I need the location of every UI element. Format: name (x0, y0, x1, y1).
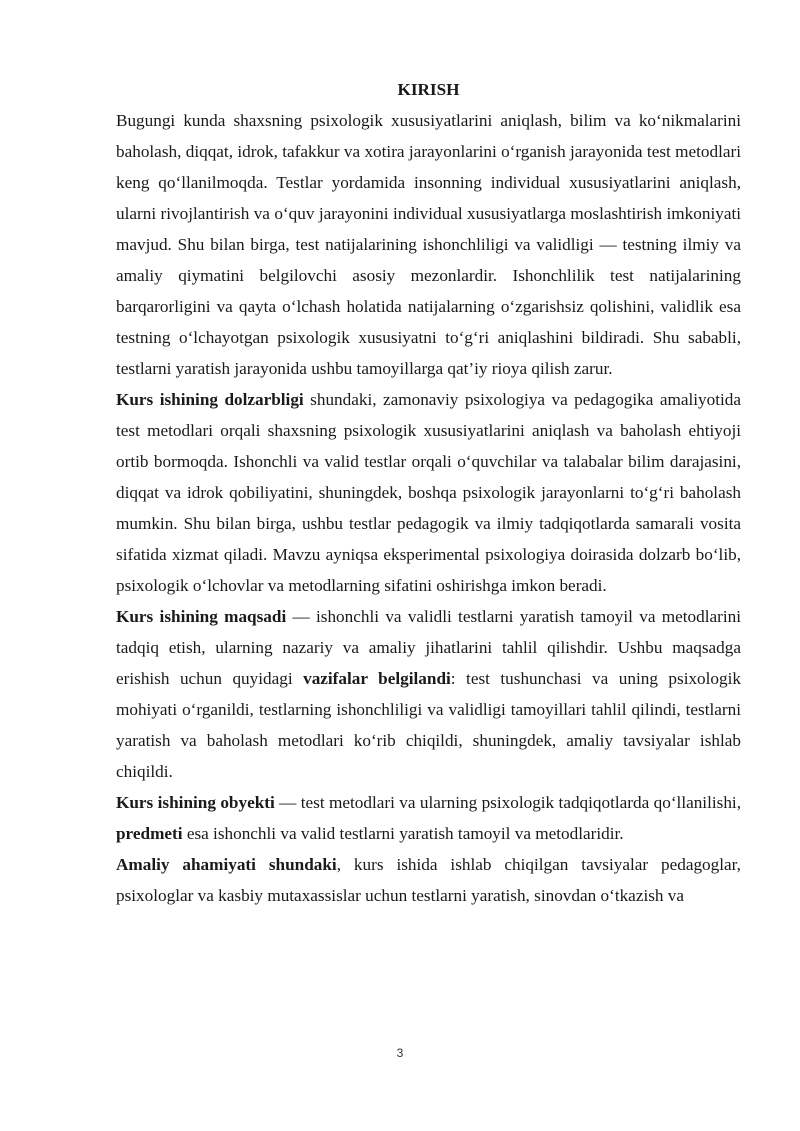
paragraph-text: Bugungi kunda shaxsning psixologik xususiyatlarini aniqlash, bilim va ko‘nikmalarini baholash, diqqat, idrok, tafakkur va xotira jarayonlarini o‘rganish jarayonida test metodlari keng qo‘llanilmoqda. Testlar yordamida insonning individual xususiyatlarini aniqlash, ularni rivojlantirish va o‘quv jarayonini individual xususiyatlarga moslashtirish imkoniyati mavjud. Shu bilan birga, test natijalarining ishonchliligi va validligi — testning ilmiy va amaliy qiymatini belgilovchi asosiy mezonlardir. Ishonchlilik test natijalarining barqarorligini va qayta o‘lchash holatida natijalarning o‘zgarishsiz qolishini, validlik esa testning o‘lchayotgan psixologik xususiyatni to‘g‘ri aniqlashini bildiradi. Shu sababli, testlarni yaratish jarayonida ushbu tamoyillarga qat’iy rioya qilish zarur. (116, 111, 741, 378)
page-content (116, 74, 741, 911)
paragraph-relevance (116, 384, 741, 601)
paragraph-lead: Kurs ishining maqsadi (116, 607, 287, 626)
paragraph-lead: Amaliy ahamiyati shundaki (116, 855, 337, 874)
section-title: KIRISH (397, 80, 460, 99)
paragraph-lead: Kurs ishining obyekti (116, 793, 275, 812)
paragraph-text: — test metodlari va ularning psixologik tadqiqotlarda qo‘llanilishi, (274, 793, 741, 812)
paragraph-text: esa ishonchli va valid testlarni yaratish tamoyil va metodlaridir. (182, 824, 624, 843)
paragraph-text: : test tushunchasi va uning psixologik mohiyati o‘rganildi, testlarning ishonchliligi va validligi tamoyillari tahlil qilindi, testlarni yaratish va baholash metodlari ko‘rib chiqildi, shuningdek, amaliy tavsiyalar ishlab chiqildi. (116, 669, 741, 781)
paragraph-emphasis: predmeti (116, 824, 183, 843)
paragraph-text: , kurs ishida ishlab chiqilgan tavsiyalar pedagoglar, psixologlar va kasbiy mutaxassislar uchun testlarni yaratish, sinovdan o‘tkazish va (116, 855, 741, 905)
paragraph-lead: Kurs ishining dolzarbligi (116, 390, 304, 409)
page-number: 3 (396, 1046, 404, 1060)
paragraph-text: shundaki, zamonaviy psixologiya va pedagogika amaliyotida test metodlari orqali shaxsning psixologik xususiyatlarini aniqlash va baholash ehtiyoji ortib bormoqda. Ishonchli va valid testlar orqali o‘quvchilar va talabalar bilim darajasini, diqqat va idrok qobiliyatini, shuningdek, boshqa psixologik jarayonlarni to‘g‘ri baholash mumkin. Shu bilan birga, ushbu testlar pedagogik va ilmiy tadqiqotlarda samarali vosita sifatida xizmat qiladi. Mavzu ayniqsa eksperimental psixologiya doirasida dolzarb bo‘lib, psixologik o‘lchovlar va metodlarning sifatini oshirishga imkon beradi. (116, 390, 741, 595)
paragraph-goal (116, 601, 741, 787)
paragraph-object (116, 787, 741, 849)
paragraph-practical (116, 849, 741, 911)
paragraph-text: — ishonchli va validli testlarni yaratish tamoyil va metodlarini tadqiq etish, ularning nazariy va amaliy jihatlarini tahlil qilishdir. Ushbu maqsadga erishish uchun quyidagi (116, 607, 741, 688)
paragraph-emphasis: vazifalar belgilandi (303, 669, 451, 688)
paragraph-intro (116, 105, 741, 384)
